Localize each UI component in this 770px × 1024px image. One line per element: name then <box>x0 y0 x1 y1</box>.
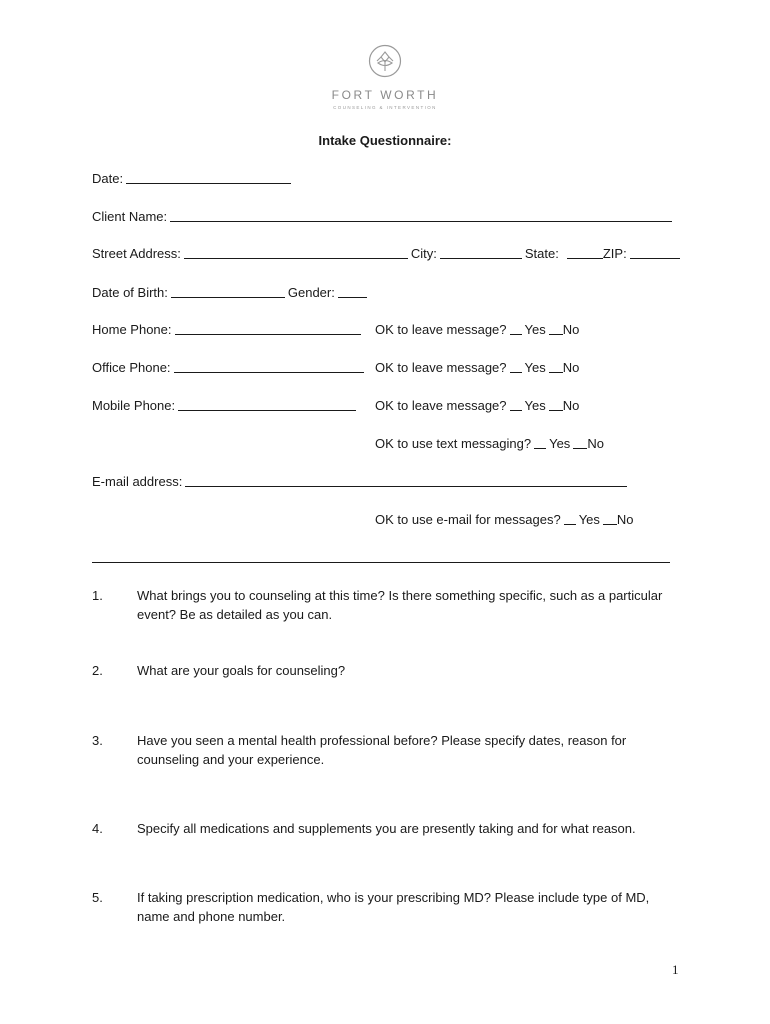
text-no-blank[interactable] <box>573 436 587 449</box>
client-name-row <box>92 209 675 224</box>
zip-field[interactable] <box>630 246 680 259</box>
question-text: What are your goals for counseling? <box>137 663 346 678</box>
mobile-phone-message-option <box>375 398 579 413</box>
no-label: No <box>562 322 580 337</box>
yes-label: Yes <box>524 322 546 337</box>
client-name-label: Client Name: <box>92 209 168 224</box>
question-number: 4. <box>92 821 103 836</box>
question-text: What brings you to counseling at this time? Is there something specific, such as a particular event? Be as detailed as you can. <box>137 588 663 622</box>
leave-message-label: OK to leave message? <box>375 322 507 337</box>
leave-message-label: OK to leave message? <box>375 360 507 375</box>
text-yes-blank[interactable] <box>534 436 546 449</box>
text-messaging-label: OK to use text messaging? <box>375 436 532 451</box>
zip-label: ZIP: <box>602 246 627 261</box>
question-text: Specify all medications and supplements you are presently taking and for what reason. <box>137 821 636 836</box>
dob-label: Date of Birth: <box>92 285 168 300</box>
office-phone-message-option <box>375 360 579 375</box>
address-row <box>92 246 683 261</box>
no-label: No <box>562 398 580 413</box>
question-number: 1. <box>92 588 103 603</box>
question-text: If taking prescription medication, who is your prescribing MD? Please include type of MD, name and phone number. <box>137 890 650 924</box>
question-1 <box>92 586 692 624</box>
leave-message-label: OK to leave message? <box>375 398 507 413</box>
question-4 <box>92 819 692 838</box>
question-text: Have you seen a mental health professional before? Please specify dates, reason for counseling and your experience. <box>137 733 627 767</box>
text-messaging-option <box>375 436 604 451</box>
logo-name: FORT WORTH <box>331 88 439 102</box>
street-address-field[interactable] <box>184 246 408 259</box>
page-number: 1 <box>672 962 679 977</box>
date-row <box>92 171 294 186</box>
date-label: Date: <box>92 171 124 186</box>
home-phone-field[interactable] <box>175 322 361 335</box>
dob-field[interactable] <box>171 285 285 298</box>
mobile-yes-blank[interactable] <box>510 398 522 411</box>
mobile-phone-label: Mobile Phone: <box>92 398 176 413</box>
state-field[interactable] <box>567 246 603 259</box>
office-phone-label: Office Phone: <box>92 360 171 375</box>
no-label: No <box>562 360 580 375</box>
office-phone-row <box>92 360 367 375</box>
email-no-blank[interactable] <box>603 512 617 525</box>
street-address-label: Street Address: <box>92 246 181 261</box>
question-number: 5. <box>92 890 103 905</box>
home-phone-row <box>92 322 364 337</box>
email-yes-blank[interactable] <box>564 512 576 525</box>
office-yes-blank[interactable] <box>510 360 522 373</box>
office-phone-field[interactable] <box>174 360 364 373</box>
section-divider <box>92 562 670 563</box>
logo-tagline: COUNSELING & INTERVENTION <box>333 105 437 110</box>
question-number: 2. <box>92 663 103 678</box>
email-messages-option <box>375 512 634 527</box>
office-no-blank[interactable] <box>549 360 563 373</box>
home-no-blank[interactable] <box>549 322 563 335</box>
question-5 <box>92 888 692 926</box>
yes-label: Yes <box>549 436 571 451</box>
no-label: No <box>587 436 604 451</box>
yes-label: Yes <box>524 360 546 375</box>
mobile-phone-row <box>92 398 359 413</box>
state-label: State: <box>524 246 559 261</box>
fort-worth-logo-icon <box>368 44 402 78</box>
city-field[interactable] <box>440 246 522 259</box>
email-row <box>92 474 630 489</box>
question-number: 3. <box>92 733 103 748</box>
email-label: E-mail address: <box>92 474 183 489</box>
gender-field[interactable] <box>338 285 367 298</box>
email-field[interactable] <box>185 474 627 487</box>
home-yes-blank[interactable] <box>510 322 522 335</box>
city-label: City: <box>410 246 437 261</box>
form-title: Intake Questionnaire: <box>318 133 452 148</box>
mobile-phone-field[interactable] <box>178 398 356 411</box>
gender-label: Gender: <box>287 285 335 300</box>
logo <box>0 44 770 110</box>
mobile-no-blank[interactable] <box>549 398 563 411</box>
yes-label: Yes <box>524 398 546 413</box>
no-label: No <box>616 512 634 527</box>
email-messages-label: OK to use e-mail for messages? <box>375 512 561 527</box>
home-phone-message-option <box>375 322 579 337</box>
date-field[interactable] <box>126 171 291 184</box>
dob-row <box>92 285 370 300</box>
question-2 <box>92 661 692 680</box>
client-name-field[interactable] <box>170 209 672 222</box>
question-3 <box>92 731 692 769</box>
home-phone-label: Home Phone: <box>92 322 172 337</box>
yes-label: Yes <box>578 512 600 527</box>
